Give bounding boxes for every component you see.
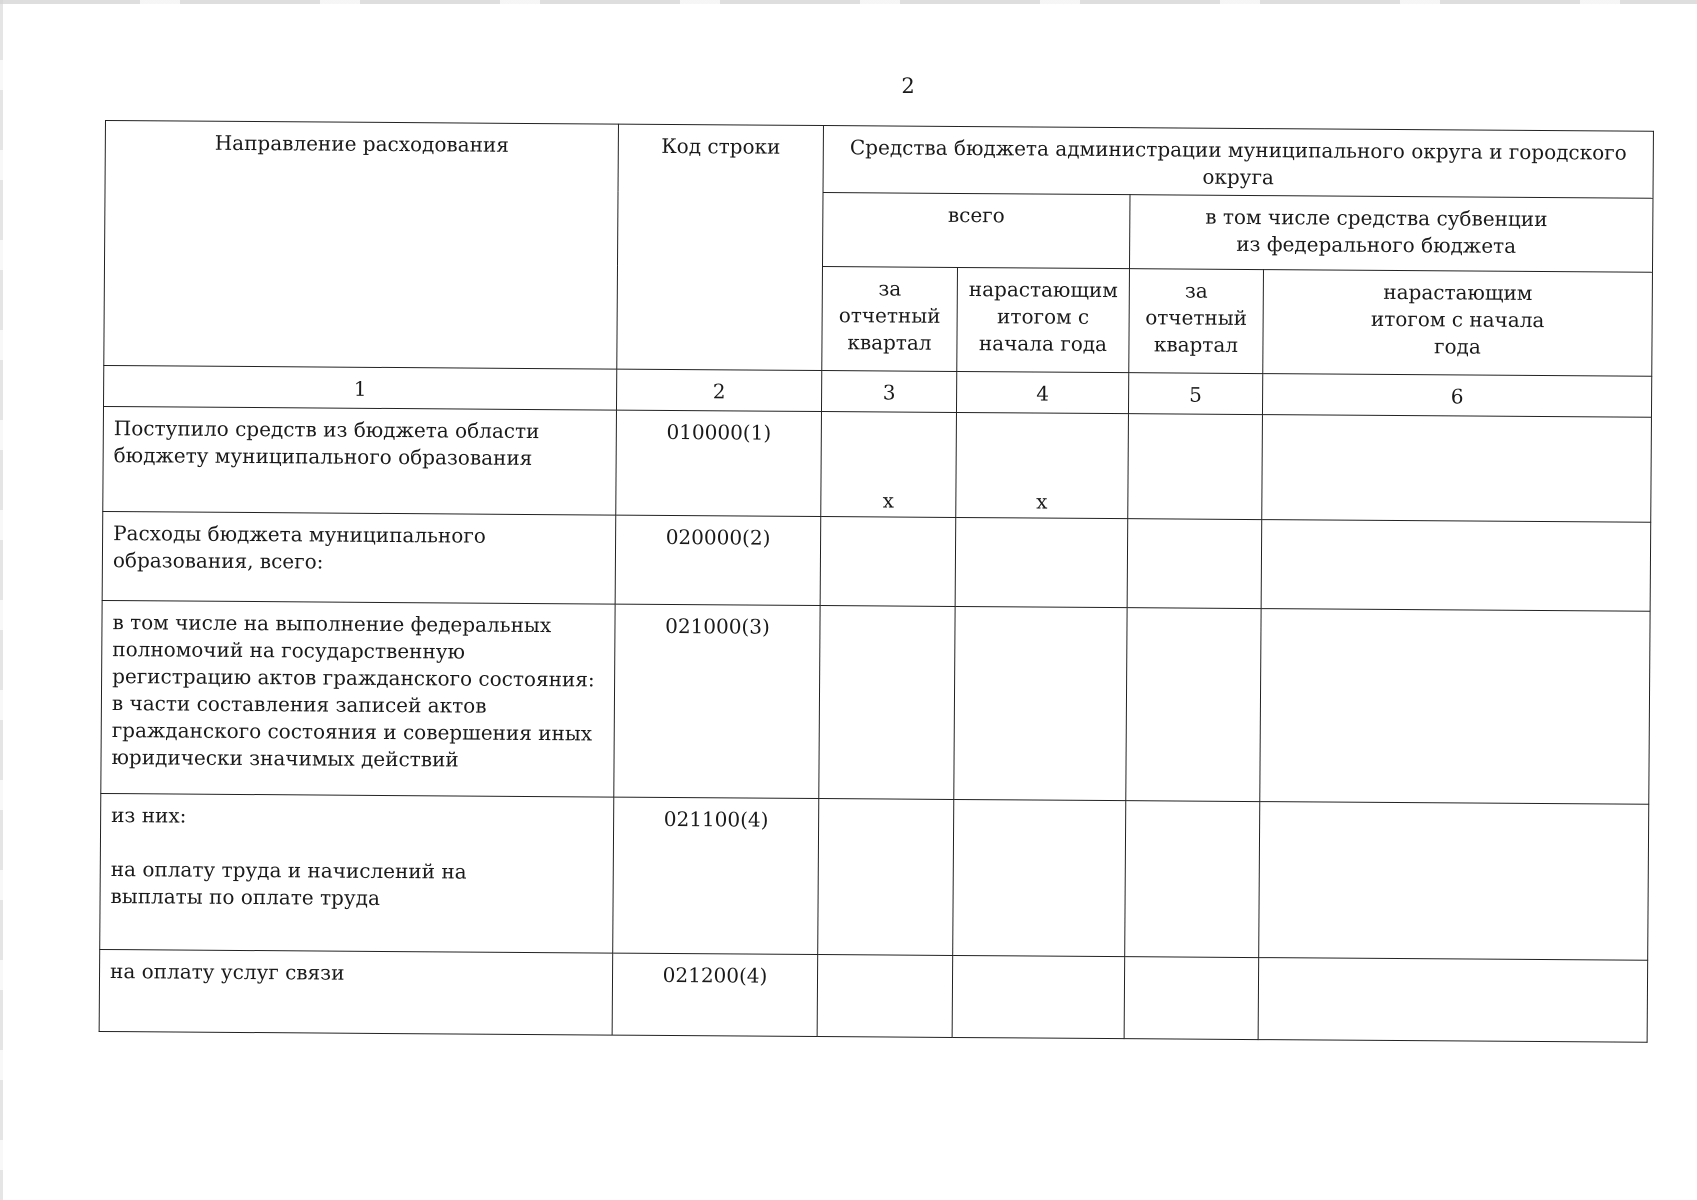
row-label: в том числе на выполнение федеральных полномочий на государственную регистрацию актов гражданского состояния: xyxy=(112,610,595,692)
table-row xyxy=(102,511,1651,611)
row-cell-col4 xyxy=(952,955,1125,1038)
header-federal-subvention: в том числе средства субвенции из федерального бюджета xyxy=(1129,195,1653,273)
row-code: 021000(3) xyxy=(614,604,820,798)
row-cell-col3 xyxy=(819,606,955,800)
header-direction: Направление расходования xyxy=(104,121,619,370)
table-row xyxy=(103,406,1652,522)
row-code: 021100(4) xyxy=(613,797,819,954)
row-cell-col6 xyxy=(1258,958,1648,1043)
row-label-block xyxy=(100,793,614,953)
report-sheet xyxy=(99,120,1653,1043)
table-row xyxy=(100,793,1649,960)
row-code: 020000(2) xyxy=(615,515,821,605)
row-label-continuation: в части составления записей актов гражданского состояния и совершения иных юридически значимых действий xyxy=(111,691,593,772)
scan-left-edge xyxy=(0,0,3,1200)
column-number-4: 4 xyxy=(956,371,1128,413)
row-label-gap xyxy=(111,829,603,859)
row-cell-col5 xyxy=(1126,608,1261,802)
header-col5-for-quarter: за отчетный квартал xyxy=(1129,269,1264,374)
row-label-block xyxy=(101,600,615,797)
column-number-3: 3 xyxy=(821,371,956,413)
row-label: Расходы бюджета муниципального образования, всего: xyxy=(102,511,616,604)
row-cell-col6 xyxy=(1261,520,1651,612)
row-cell-col3 xyxy=(817,954,953,1037)
row-cell-col6 xyxy=(1262,415,1652,523)
row-cell-col5 xyxy=(1125,801,1260,958)
row-label-continuation: на оплату труда и начислений на выплаты по оплате труда xyxy=(110,857,467,910)
row-cell-col6 xyxy=(1259,802,1649,961)
row-cell-col4 xyxy=(953,799,1126,956)
header-col4-cumulative: нарастающим итогом с начала года xyxy=(957,267,1130,372)
column-number-5: 5 xyxy=(1128,373,1262,415)
row-code: 010000(1) xyxy=(616,410,822,516)
header-row-1 xyxy=(105,121,1653,199)
row-cell-col4: x xyxy=(956,412,1129,518)
column-number-6: 6 xyxy=(1262,374,1651,418)
header-total: всего xyxy=(822,193,1130,269)
header-col6-cumulative: нарастающим итогом с начала года xyxy=(1263,270,1653,377)
row-cell-col3 xyxy=(820,517,956,607)
header-col3-for-quarter: за отчетный квартал xyxy=(822,267,958,372)
row-label: на оплату услуг связи xyxy=(99,949,613,1035)
row-cell-col3: x xyxy=(821,412,957,518)
table-row xyxy=(101,600,1650,804)
row-cell-col5 xyxy=(1128,414,1263,520)
row-cell-col5 xyxy=(1127,519,1262,609)
row-cell-col4 xyxy=(954,606,1127,800)
scan-top-edge xyxy=(0,0,1697,4)
table-row xyxy=(99,949,1648,1042)
row-label: Поступило средств из бюджета области бюджету муниципального образования xyxy=(103,406,617,515)
header-budget-funds: Средства бюджета администрации муниципального округа и городского округа xyxy=(823,126,1653,199)
row-label: из них: xyxy=(111,803,187,828)
expenditure-report-table xyxy=(99,120,1654,1043)
row-cell-col4 xyxy=(955,517,1128,607)
row-cell-col6 xyxy=(1260,609,1650,805)
header-row-code: Код строки xyxy=(617,124,824,370)
column-number-1: 1 xyxy=(103,365,616,410)
row-cell-col3 xyxy=(818,798,954,955)
page-number: 2 xyxy=(901,74,915,98)
column-number-2: 2 xyxy=(616,369,821,411)
row-code: 021200(4) xyxy=(612,953,818,1036)
row-cell-col5 xyxy=(1124,957,1259,1040)
